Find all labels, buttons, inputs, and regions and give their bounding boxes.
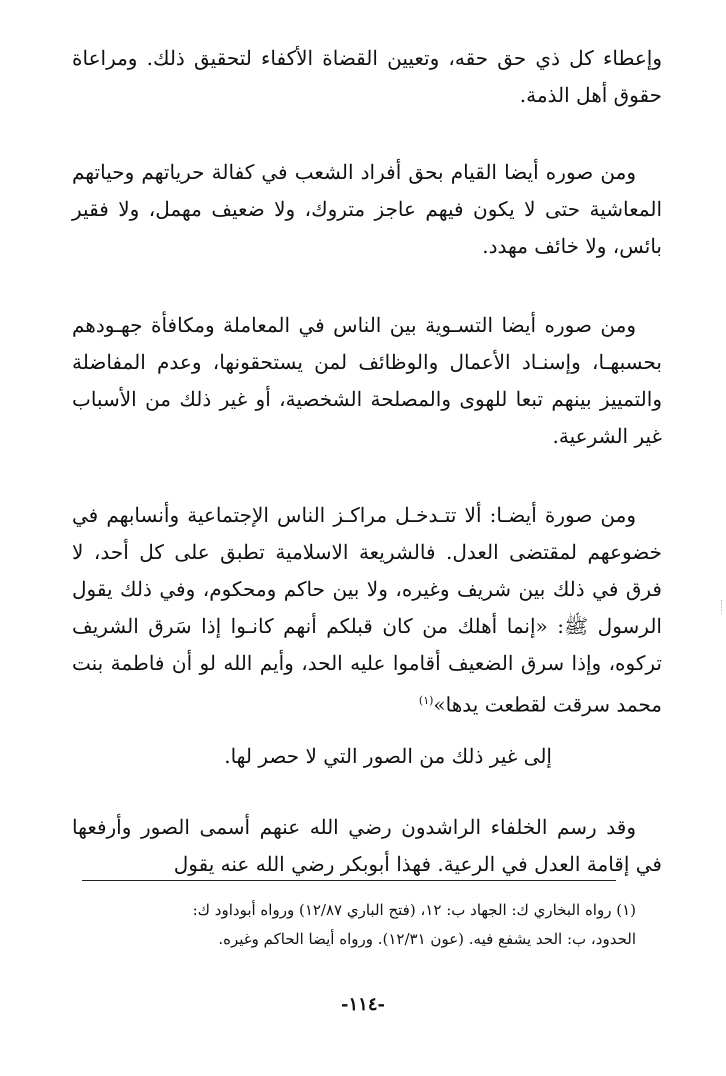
paragraph-4 xyxy=(72,497,662,724)
paragraph-2: ومن صوره أيضا القيام بحق أفراد الشعب في كفالة حرياتهم وحياتهم المعاشية حتى لا يكون فيهم عاجز متروك، ولا ضعيف مهمل، ولا فقير بائس، ولا خائف مهدد. xyxy=(72,160,662,258)
main-text xyxy=(72,40,662,883)
footnote-divider xyxy=(82,880,616,881)
scan-margin-mark xyxy=(719,600,722,614)
paragraph-4-text: ومن صورة أيضـا: ألا تتـدخـل مراكـز الناس الإجتماعية وأنسابهم في خضوعهم لمقتضى العدل. فالشريعة الاسلامية تطبق على كل أحد، لا فرق في ذلك بين شريف وغيره، ولا بين حاكم ومحكوم، وفي ذلك يقول الرسول ﷺ: «إنما أهلك من كان قبلكم أنهم كانـوا إذا سَرق الشريف تركوه، وإذا سرق الضعيف أقاموا عليه الحد، وأيم الله لو أن فاطمة بنت محمد سرقت لقطعت يدها» xyxy=(72,503,662,717)
footnote-line-2: الحدود، ب: الحد يشفع فيه. (عون ١٢/٣١). ورواه أيضا الحاكم وغيره. xyxy=(218,930,636,948)
closing-line: إلى غير ذلك من الصور التي لا حصر لها. xyxy=(224,743,552,768)
footnote-reference: (١) xyxy=(418,694,434,707)
footnote-line-1: (١) رواه البخاري ك: الجهاد ب: ١٢، (فتح الباري ١٢/٨٧) ورواه أبوداود ك: xyxy=(192,901,636,919)
paragraph-1: وإعطاء كل ذي حق حقه، وتعيين القضاة الأكفاء لتحقيق ذلك. ومراعاة حقوق أهل الذمة. xyxy=(72,46,662,107)
paragraph-3: ومن صوره أيضا التسـوية بين الناس في المعاملة ومكافأة جهـودهم بحسبهـا، وإسنـاد الأعمال والوظائف لمن يستحقونها، وعدم المفاضلة والتمييز بينهم تبعا للهوى والمصلحة الشخصية، أو غير ذلك من الأسباب غير الشرعية. xyxy=(72,313,662,448)
footnotes xyxy=(72,896,636,954)
paragraph-5: وقد رسم الخلفاء الراشدون رضي الله عنهم أسمى الصور وأرفعها في إقامة العدل في الرعية. فهذا أبوبكر رضي الله عنه يقول xyxy=(72,814,662,876)
page-number: -١١٤- xyxy=(341,994,385,1015)
